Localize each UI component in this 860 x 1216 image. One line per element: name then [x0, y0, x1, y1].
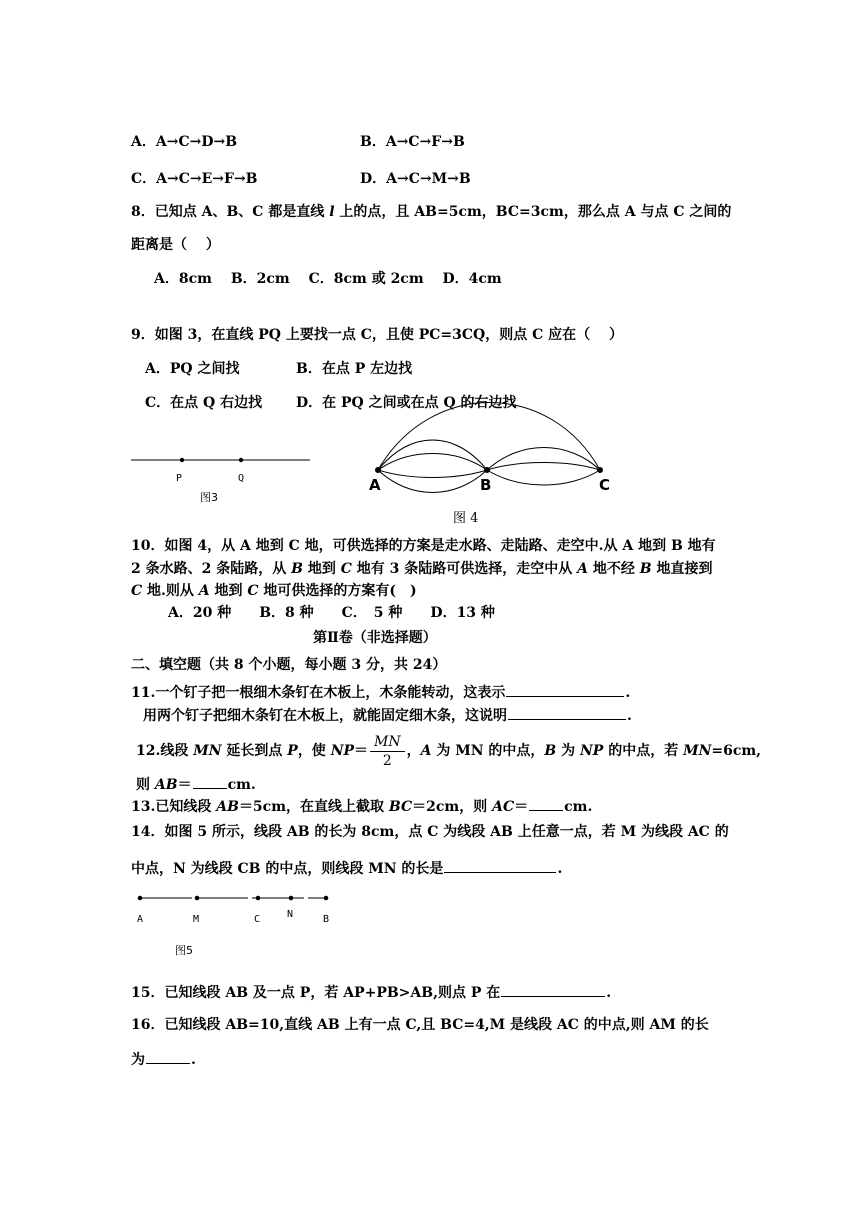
fig4-ab-route-2 — [378, 454, 487, 471]
q9-stem: 9．如图 3，在直线 PQ 上要找一点 C，且使 PC=3CQ，则点 C 应在（ ） — [131, 327, 623, 343]
fig5-label-c: C — [254, 914, 261, 925]
q8-stem-line2: 距离是（ ） — [131, 237, 220, 253]
q12-line1: 12.线段 MN 延长到点 P，使 NP＝ $\frac{MN}{2}$ ，A 为 MN 的中点，B 为 NP 的中点，若 MN=6cm, — [136, 733, 762, 769]
q10-stem-line2: 2 条水路、2 条陆路，从 B 地到 C 地有 3 条陆路可供选择，走空中从 A 地不经 B 地直接到 — [131, 561, 713, 577]
q16-line2: 为 . — [131, 1049, 196, 1069]
fig5-caption: 图5 — [175, 944, 193, 957]
q10-stem-line1: 10．如图 4，从 A 地到 C 地，可供选择的方案是走水路、走陆路、走空中.从 A 地到 B 地有 — [131, 538, 716, 554]
q9-option-a: A．PQ 之间找 — [145, 361, 240, 377]
q7-option-b: B．A→C→F→B — [360, 134, 465, 150]
fig4-bc-route-3 — [487, 470, 600, 485]
fig4-label-c: C — [599, 476, 611, 494]
fig4-point-b — [485, 468, 490, 473]
q15-blank[interactable] — [501, 982, 605, 997]
fig5-point-m — [195, 896, 199, 900]
q7-option-a: A．A→C→D→B — [131, 134, 238, 150]
fig3-label-q: Q — [238, 473, 245, 484]
fig5-point-c — [256, 896, 260, 900]
q12-fraction: $\frac{MN}{2}$ — [370, 733, 405, 770]
q9-option-b: B．在点 P 左边找 — [296, 361, 413, 377]
q11-blank-2[interactable] — [508, 705, 626, 720]
q16-blank[interactable] — [146, 1049, 190, 1064]
q13-line: 13.已知线段 AB＝5cm，在直线上截取 BC＝2cm，则 AC＝ cm. — [131, 796, 592, 816]
fig4-ab-route-1 — [378, 440, 487, 470]
fig4-ab-route-3 — [378, 470, 487, 478]
fig5-point-a — [138, 896, 142, 900]
q10-options: A．20 种 B．8 种 C． 5 种 D．13 种 — [168, 605, 495, 621]
q9-option-c: C．在点 Q 右边找 — [145, 395, 263, 411]
q12-line2: 则 AB＝ cm. — [136, 774, 256, 794]
fig5-label-a: A — [137, 914, 144, 925]
fig5-label-n: N — [287, 909, 294, 920]
figure-3 — [131, 458, 310, 462]
fig4-label-b: B — [480, 476, 492, 494]
q15-line: 15．已知线段 AB 及一点 P，若 AP+PB>AB,则点 P 在 . — [131, 982, 611, 1002]
q16-line1: 16．已知线段 AB=10,直线 AB 上有一点 C,且 BC=4,M 是线段 AC 的中点,则 AM 的长 — [131, 1017, 709, 1033]
q14-blank[interactable] — [444, 858, 556, 873]
q11-line2: 用两个钉子把细木条钉在木板上，就能固定细木条，这说明 . — [143, 705, 632, 725]
fig5-point-n — [289, 896, 293, 900]
q13-blank[interactable] — [529, 796, 563, 811]
fig4-caption: 图 4 — [453, 511, 479, 526]
q12-blank[interactable] — [193, 774, 227, 789]
section2-heading: 二、填空题（共 8 个小题，每小题 3 分，共 24） — [131, 657, 447, 673]
fig5-label-m: M — [193, 914, 200, 925]
fig3-caption: 图3 — [200, 491, 218, 504]
fig4-label-a: A — [369, 476, 381, 494]
fig4-point-a — [376, 468, 381, 473]
q8-stem-line1: 8．已知点 A、B、C 都是直线 l 上的点，且 AB=5cm，BC=3cm，那么点 A 与点 C 之间的 — [131, 204, 732, 220]
q10-stem-line3: C 地.则从 A 地到 C 地可供选择的方案有( ) — [131, 583, 417, 599]
section2-title: 第Ⅱ卷（非选择题） — [313, 630, 437, 646]
q14-line2: 中点，N 为线段 CB 的中点，则线段 MN 的长是 . — [131, 858, 562, 878]
fig3-point-p — [180, 458, 184, 462]
q9-option-d: D．在 PQ 之间或在点 Q 的右边找 — [296, 395, 517, 411]
fig5-point-b — [324, 896, 328, 900]
fig3-point-q — [239, 458, 243, 462]
fig4-bc-route-2 — [487, 463, 600, 471]
q11-blank-1[interactable] — [506, 682, 624, 697]
q7-option-d: D．A→C→M→B — [360, 171, 471, 187]
fig3-label-p: P — [176, 473, 183, 484]
q8-options: A．8cm B．2cm C．8cm 或 2cm D．4cm — [154, 271, 502, 287]
fig5-label-b: B — [323, 914, 330, 925]
q11-line1: 11.一个钉子把一根细木条钉在木板上，木条能转动，这表示 . — [131, 682, 630, 702]
q14-line1: 14．如图 5 所示，线段 AB 的长为 8cm，点 C 为线段 AB 上任意一点，若 M 为线段 AC 的 — [131, 824, 729, 840]
fig4-ab-route-4 — [378, 470, 487, 493]
fig4-bc-route-1 — [487, 448, 600, 471]
fig4-point-c — [598, 468, 603, 473]
figure-5 — [138, 896, 328, 900]
fig4-air-route — [378, 403, 600, 471]
q7-option-c: C．A→C→E→F→B — [131, 171, 258, 187]
